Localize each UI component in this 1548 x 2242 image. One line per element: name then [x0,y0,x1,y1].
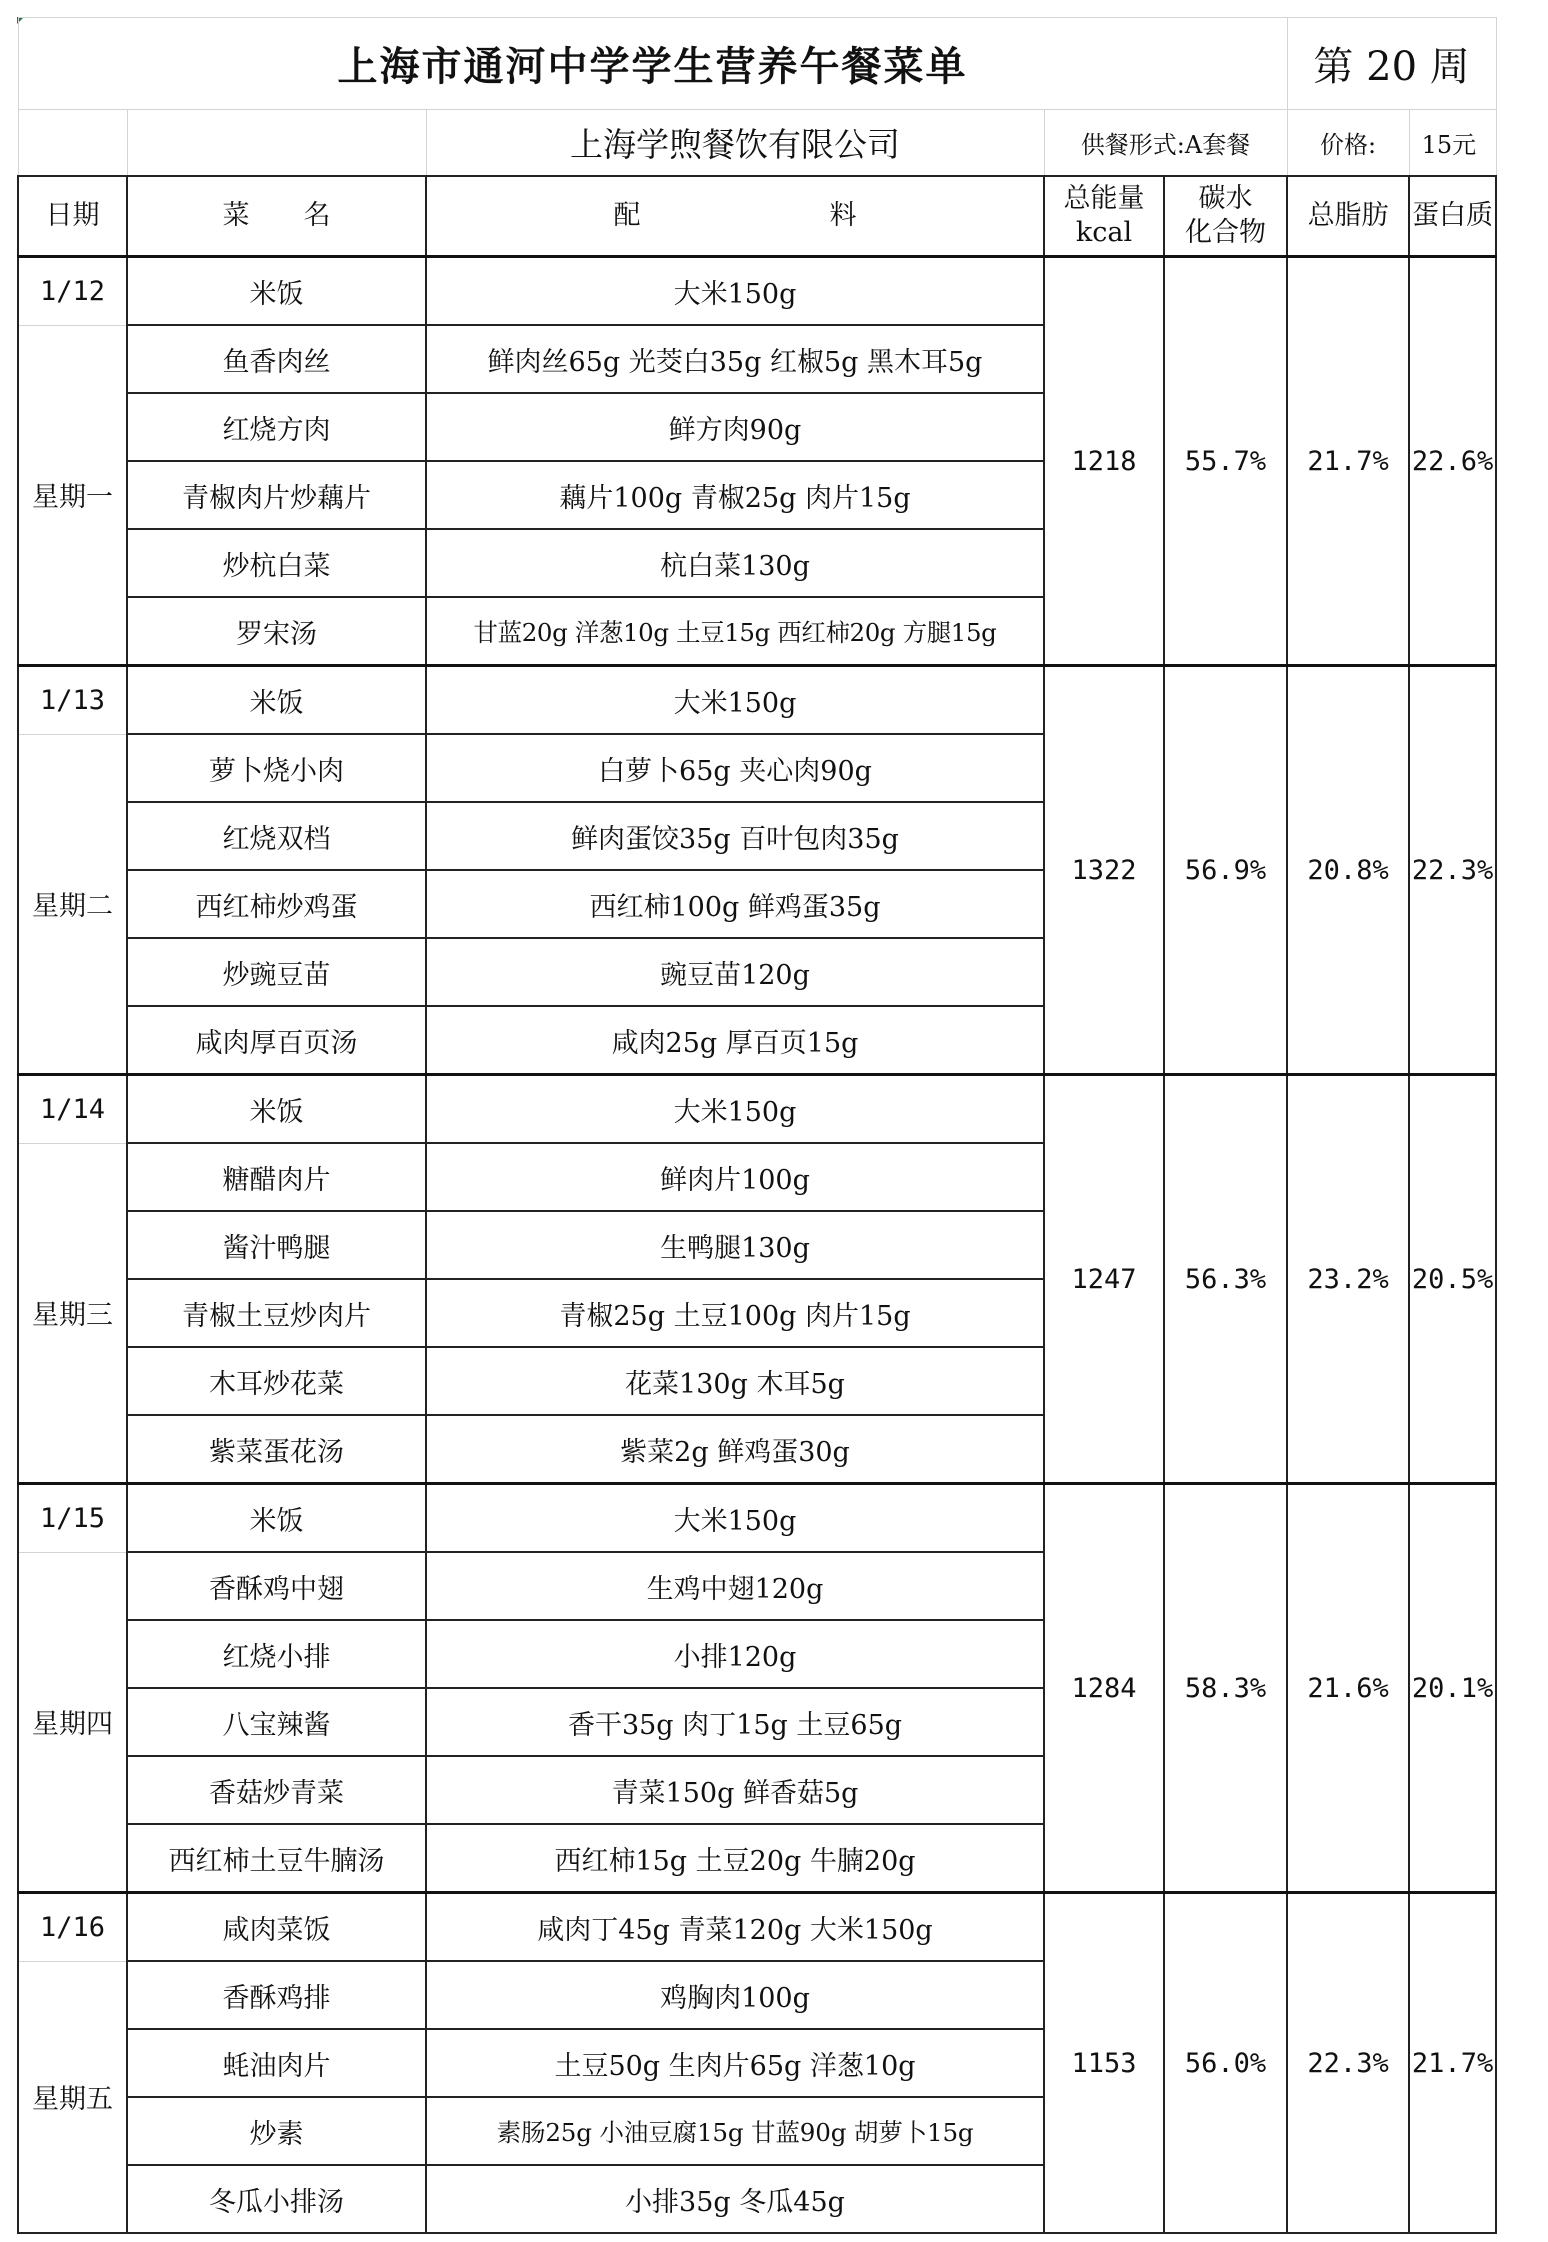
dish-ingredients: 青椒25g 土豆100g 肉片15g [426,1279,1044,1347]
dish-ingredients: 西红柿15g 土豆20g 牛腩20g [426,1824,1044,1893]
dish-name: 香菇炒青菜 [127,1756,426,1824]
dish-name: 青椒肉片炒藕片 [127,461,426,529]
day-weekday: 星期四 [18,1552,127,1893]
dish-ingredients: 花菜130g 木耳5g [426,1347,1044,1415]
day-carb: 55.7% [1164,257,1287,666]
dish-ingredients: 咸肉25g 厚百页15g [426,1006,1044,1075]
col-header-energy-line2: kcal [1075,217,1133,248]
day-protein: 20.1% [1409,1484,1496,1893]
day-protein: 22.3% [1409,666,1496,1075]
col-header-fat: 总脂肪 [1287,176,1409,257]
day-fat: 20.8% [1287,666,1409,1075]
day-weekday: 星期三 [18,1143,127,1484]
dish-name: 鱼香肉丝 [127,325,426,393]
dish-ingredients: 青菜150g 鲜香菇5g [426,1756,1044,1824]
dish-row [18,666,1496,735]
dish-name: 红烧方肉 [127,393,426,461]
dish-name: 红烧小排 [127,1620,426,1688]
dish-ingredients: 白萝卜65g 夹心肉90g [426,734,1044,802]
dish-ingredients: 豌豆苗120g [426,938,1044,1006]
dish-ingredients: 鲜肉蛋饺35g 百叶包肉35g [426,802,1044,870]
dish-name: 咸肉菜饭 [127,1893,426,1962]
dish-ingredients: 鲜方肉90g [426,393,1044,461]
dish-ingredients: 生鸭腿130g [426,1211,1044,1279]
day-energy: 1247 [1044,1075,1164,1484]
dish-row [18,1484,1496,1553]
dish-name: 蚝油肉片 [127,2029,426,2097]
dish-name: 米饭 [127,1484,426,1553]
col-header-dish: 菜 名 [127,176,426,257]
dish-name: 咸肉厚百页汤 [127,1006,426,1075]
dish-name: 香酥鸡中翅 [127,1552,426,1620]
col-header-carb-line1: 碳水 [1198,183,1253,214]
menu-title: 上海市通河中学学生营养午餐菜单 [18,18,1287,110]
dish-name: 米饭 [127,257,426,326]
dish-row [18,1893,1496,1962]
day-date: 1/14 [18,1075,127,1144]
blank-cell [18,110,127,177]
dish-name: 炒豌豆苗 [127,938,426,1006]
dish-name: 酱汁鸭腿 [127,1211,426,1279]
dish-name: 木耳炒花菜 [127,1347,426,1415]
dish-row [18,1075,1496,1144]
col-header-energy [1044,176,1164,257]
dish-name: 紫菜蛋花汤 [127,1415,426,1484]
dish-ingredients: 香干35g 肉丁15g 土豆65g [426,1688,1044,1756]
dish-ingredients: 素肠25g 小油豆腐15g 甘蓝90g 胡萝卜15g [426,2097,1044,2165]
dish-name: 西红柿炒鸡蛋 [127,870,426,938]
day-energy: 1153 [1044,1893,1164,2234]
dish-ingredients: 鲜肉片100g [426,1143,1044,1211]
col-header-protein: 蛋白质 [1409,176,1496,257]
price-label: 价格: [1287,110,1409,177]
day-fat: 23.2% [1287,1075,1409,1484]
day-date: 1/12 [18,257,127,326]
day-energy: 1284 [1044,1484,1164,1893]
dish-name: 炒杭白菜 [127,529,426,597]
day-carb: 56.0% [1164,1893,1287,2234]
dish-name: 香酥鸡排 [127,1961,426,2029]
day-date: 1/16 [18,1893,127,1962]
dish-name: 萝卜烧小肉 [127,734,426,802]
day-protein: 21.7% [1409,1893,1496,2234]
dish-ingredients: 鸡胸肉100g [426,1961,1044,2029]
day-weekday: 星期五 [18,1961,127,2233]
dish-ingredients: 生鸡中翅120g [426,1552,1044,1620]
dish-name: 西红柿土豆牛腩汤 [127,1824,426,1893]
column-header-row [18,176,1496,257]
price-value: 15元 [1409,110,1496,177]
dish-name: 青椒土豆炒肉片 [127,1279,426,1347]
dish-ingredients: 西红柿100g 鲜鸡蛋35g [426,870,1044,938]
day-carb: 58.3% [1164,1484,1287,1893]
dish-ingredients: 大米150g [426,1484,1044,1553]
col-header-energy-line1: 总能量 [1063,183,1145,214]
dish-ingredients: 大米150g [426,1075,1044,1144]
day-fat: 21.7% [1287,257,1409,666]
dish-name: 八宝辣酱 [127,1688,426,1756]
day-energy: 1218 [1044,257,1164,666]
dish-ingredients: 咸肉丁45g 青菜120g 大米150g [426,1893,1044,1962]
dish-ingredients: 杭白菜130g [426,529,1044,597]
subtitle-row [18,110,1496,177]
day-protein: 22.6% [1409,257,1496,666]
col-header-ingredients: 配 料 [426,176,1044,257]
dish-ingredients: 藕片100g 青椒25g 肉片15g [426,461,1044,529]
day-energy: 1322 [1044,666,1164,1075]
day-carb: 56.3% [1164,1075,1287,1484]
dish-name: 米饭 [127,666,426,735]
dish-row [18,257,1496,326]
day-weekday: 星期二 [18,734,127,1075]
dish-ingredients: 甘蓝20g 洋葱10g 土豆15g 西红柿20g 方腿15g [426,597,1044,666]
dish-name: 炒素 [127,2097,426,2165]
dish-ingredients: 小排35g 冬瓜45g [426,2165,1044,2233]
day-fat: 22.3% [1287,1893,1409,2234]
col-header-date: 日期 [18,176,127,257]
dish-name: 红烧双档 [127,802,426,870]
day-carb: 56.9% [1164,666,1287,1075]
dish-ingredients: 小排120g [426,1620,1044,1688]
day-date: 1/15 [18,1484,127,1553]
dish-ingredients: 大米150g [426,666,1044,735]
col-header-carb [1164,176,1287,257]
dish-name: 罗宋汤 [127,597,426,666]
dish-ingredients: 大米150g [426,257,1044,326]
col-header-carb-line2: 化合物 [1185,217,1267,248]
dish-name: 米饭 [127,1075,426,1144]
dish-ingredients: 紫菜2g 鲜鸡蛋30g [426,1415,1044,1484]
dish-name: 冬瓜小排汤 [127,2165,426,2233]
day-date: 1/13 [18,666,127,735]
dish-name: 糖醋肉片 [127,1143,426,1211]
day-protein: 20.5% [1409,1075,1496,1484]
dish-ingredients: 土豆50g 生肉片65g 洋葱10g [426,2029,1044,2097]
day-fat: 21.6% [1287,1484,1409,1893]
dish-ingredients: 鲜肉丝65g 光茭白35g 红椒5g 黑木耳5g [426,325,1044,393]
company-name: 上海学煦餐饮有限公司 [426,110,1044,177]
day-weekday: 星期一 [18,325,127,666]
menu-table [17,17,1497,2234]
blank-cell [127,110,426,177]
week-number: 第 20 周 [1287,18,1496,110]
title-row [18,18,1496,110]
service-form: 供餐形式:A套餐 [1044,110,1287,177]
